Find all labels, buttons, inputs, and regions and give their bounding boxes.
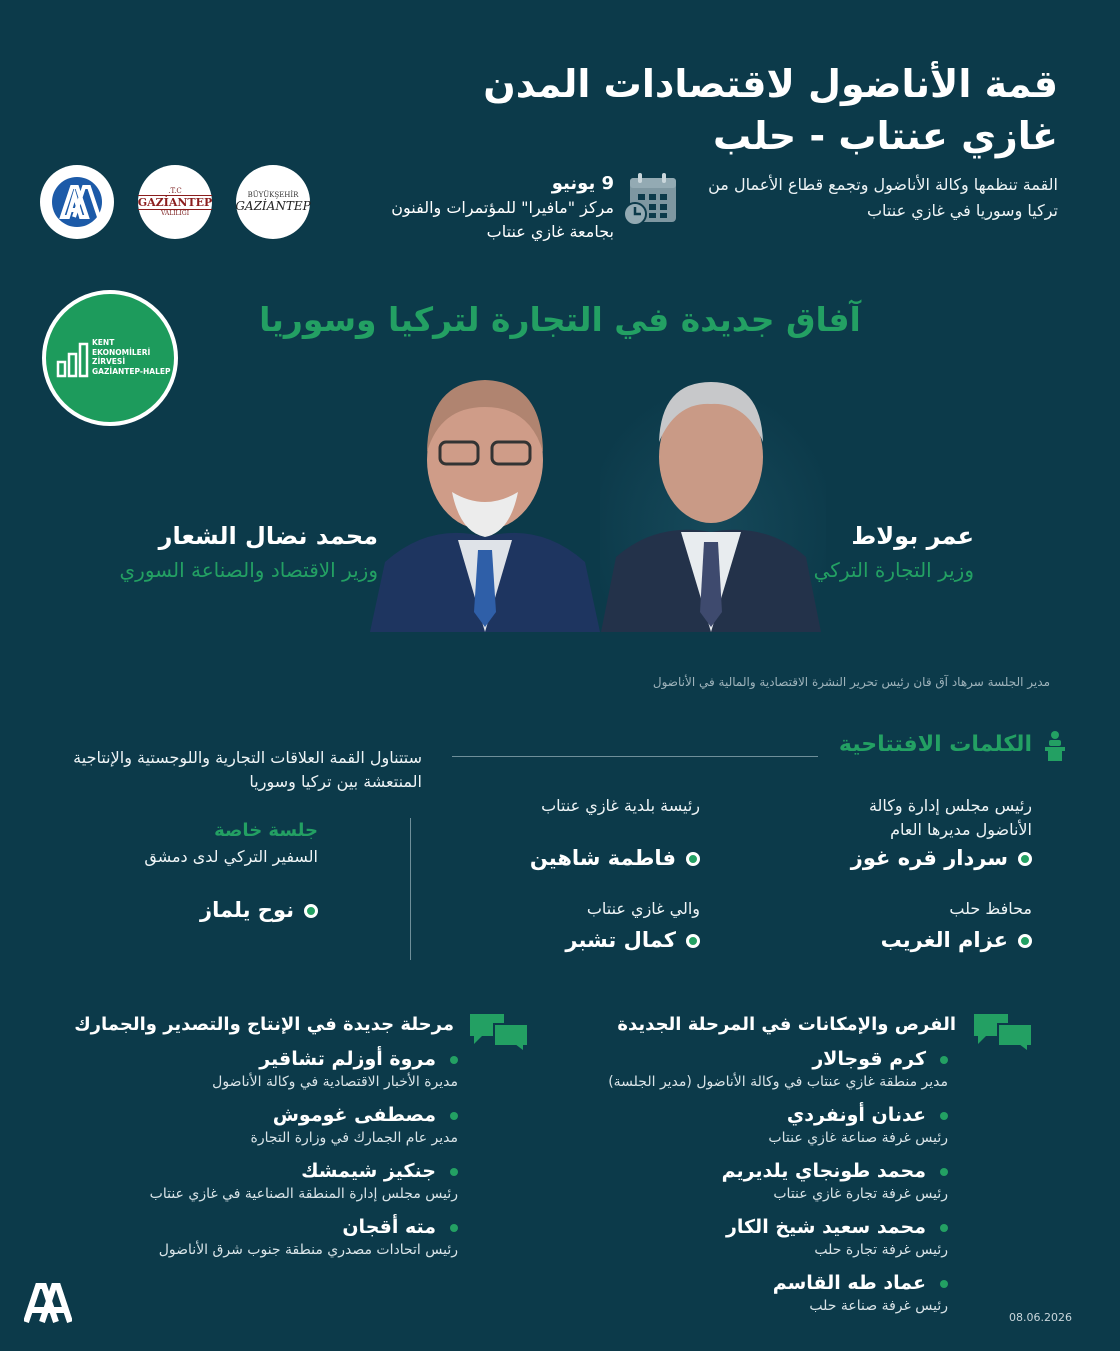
aa-footer-logo-icon — [24, 1282, 72, 1324]
bullet-icon — [450, 1224, 458, 1232]
bullet-icon — [940, 1056, 948, 1064]
page-title — [358, 58, 1058, 162]
opening-person-1 — [851, 846, 1032, 870]
buyuksehir-top-text: BÜYÜKŞEHİR — [247, 191, 299, 199]
special-role: السفير التركي لدى دمشق — [144, 847, 318, 866]
speaker-photo-1 — [596, 372, 826, 632]
opening-role-4: والي غازي عنتاب — [586, 899, 700, 918]
panel1-role: رئيس غرفة تجارة غازي عنتاب — [773, 1186, 948, 1202]
panel2-name: مته أقجان — [342, 1216, 436, 1238]
bullet-icon — [940, 1280, 948, 1288]
list-item — [38, 1214, 458, 1260]
panel1-name: عدنان أونفردي — [786, 1104, 926, 1126]
opening-name-3: عزام الغريب — [880, 928, 1008, 952]
chat-bubbles-icon — [468, 1012, 530, 1052]
panel1-role: رئيس غرفة تجارة حلب — [814, 1242, 948, 1258]
title-line2: غازي عنتاب - حلب — [713, 114, 1058, 158]
calendar-icon — [622, 172, 678, 226]
opening-role-2: رئيسة بلدية غازي عنتاب — [541, 796, 700, 815]
panel1-name: عماد طه القاسم — [772, 1272, 926, 1294]
bullet-icon — [450, 1168, 458, 1176]
speaker-2-name: محمد نضال الشعار — [158, 522, 378, 550]
panel1-name: محمد سعيد شيخ الكار — [725, 1216, 926, 1238]
valilik-text: GAZİANTEP — [137, 196, 213, 209]
opening-title: الكلمات الافتتاحية — [838, 732, 1032, 757]
special-person — [200, 898, 318, 922]
panel1-role: مدير منطقة غازي عنتاب في وكالة الأناضول (مدير الجلسة) — [608, 1074, 948, 1090]
speaker-1-role: وزير التجارة التركي — [813, 558, 974, 582]
panel2-name: جنكيز شيمشك — [301, 1160, 436, 1182]
list-item — [388, 1270, 948, 1316]
opening-role-3: محافظ حلب — [949, 899, 1032, 918]
panel1-name: كرم قوجالار — [812, 1048, 926, 1070]
list-item — [388, 1214, 948, 1260]
list-item — [38, 1158, 458, 1204]
event-info — [354, 172, 614, 244]
panel1-list — [388, 1046, 948, 1316]
panel1-name: محمد طونجاي يلديريم — [721, 1160, 926, 1182]
panel1-title: الفرص والإمكانات في المرحلة الجديدة — [617, 1014, 956, 1035]
vertical-divider — [410, 818, 411, 960]
chat-bubbles-icon — [972, 1012, 1034, 1052]
panel2-role: رئيس مجلس إدارة المنطقة الصناعية في غازي عنتاب — [149, 1186, 458, 1202]
speaker-photo-2 — [370, 372, 600, 632]
bullet-icon — [686, 934, 700, 948]
list-item — [388, 1158, 948, 1204]
buyuksehir-text: GAZİANTEP — [235, 199, 311, 213]
bar-chart-icon — [56, 338, 92, 378]
opening-person-2 — [530, 846, 700, 870]
buyuksehir-logo — [236, 165, 310, 239]
moderator-note: مدير الجلسة سرهاد آق قان رئيس تحرير النشرة الاقتصادية والمالية في الأناضول — [652, 675, 1050, 689]
podium-icon — [1042, 730, 1068, 762]
speaker-1-name: عمر بولاط — [851, 522, 974, 550]
special-title: جلسة خاصة — [214, 820, 318, 841]
valilik-top-text: T.C. — [168, 187, 182, 195]
event-date: 9 يونيو — [551, 173, 614, 194]
speaker-2-role: وزير الاقتصاد والصناعة السوري — [119, 558, 378, 582]
panel2-role: مدير عام الجمارك في وزارة التجارة — [250, 1130, 458, 1146]
kent-line3: ZİRVESİ — [92, 357, 126, 366]
aa-logo — [40, 165, 114, 239]
panel2-role: رئيس اتحادات مصدري منطقة جنوب شرق الأناضول — [158, 1242, 458, 1258]
kent-line2: EKONOMİLERİ — [92, 347, 151, 357]
panel2-list — [38, 1046, 458, 1260]
divider — [452, 756, 818, 757]
opening-person-4 — [565, 928, 700, 952]
summary-text: ستتناول القمة العلاقات التجارية واللوجستية والإنتاجية المنتعشة بين تركيا وسوريا — [73, 748, 422, 791]
opening-person-3 — [881, 928, 1032, 952]
opening-role-1: رئيس مجلس إدارة وكالة الأناضول مديرها العام — [868, 796, 1032, 839]
bullet-icon — [940, 1112, 948, 1120]
intro-text: القمة تنظمها وكالة الأناضول وتجمع قطاع الأعمال من تركيا وسوريا في غازي عنتاب — [708, 175, 1058, 220]
valilik-sub-text: VALİLİĞİ — [160, 210, 190, 217]
list-item — [388, 1046, 948, 1092]
panel2-title: مرحلة جديدة في الإنتاج والتصدير والجمارك — [74, 1014, 454, 1035]
headline: آفاق جديدة في التجارة لتركيا وسوريا — [259, 300, 861, 339]
panel2-name: مروة أوزلم تشاقير — [259, 1048, 436, 1070]
event-venue: مركز "مافيرا" للمؤتمرات والفنون بجامعة غازي عنتاب — [391, 198, 614, 241]
title-line1: قمة الأناضول لاقتصادات المدن — [483, 62, 1058, 106]
opening-name-4: كمال تشبر — [565, 928, 676, 952]
bullet-icon — [940, 1168, 948, 1176]
list-item — [38, 1046, 458, 1092]
special-name: نوح يلماز — [199, 898, 294, 922]
bullet-icon — [1018, 852, 1032, 866]
bullet-icon — [304, 904, 318, 918]
opening-name-1: سردار قره غوز — [850, 846, 1008, 870]
bullet-icon — [450, 1056, 458, 1064]
bullet-icon — [1018, 934, 1032, 948]
footer-date: 08.06.2026 — [1009, 1311, 1072, 1324]
bullet-icon — [686, 852, 700, 866]
panel1-role: رئيس غرفة صناعة حلب — [809, 1298, 948, 1314]
opening-name-2: فاطمة شاهين — [529, 846, 676, 870]
kent-line1: KENT — [92, 338, 115, 347]
bullet-icon — [940, 1224, 948, 1232]
speaker-2 — [58, 522, 378, 582]
bullet-icon — [450, 1112, 458, 1120]
panel2-name: مصطفى غوموش — [272, 1104, 436, 1126]
list-item — [388, 1102, 948, 1148]
list-item — [38, 1102, 458, 1148]
panel2-role: مديرة الأخبار الاقتصادية في وكالة الأناضول — [212, 1074, 458, 1090]
panel1-role: رئيس غرفة صناعة غازي عنتاب — [768, 1130, 948, 1146]
valilik-logo — [138, 165, 212, 239]
speaker-1 — [714, 522, 974, 582]
kent-line4: GAZİANTEP-HALEP — [92, 366, 171, 376]
